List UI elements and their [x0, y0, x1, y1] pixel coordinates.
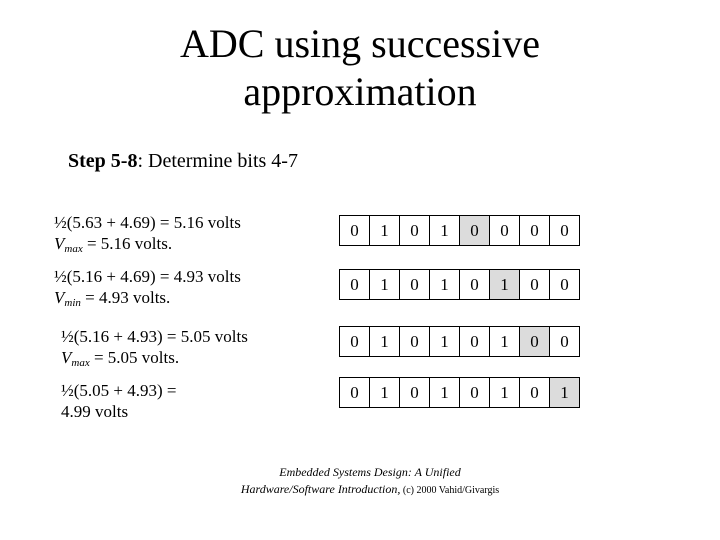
- title-line-2: approximation: [243, 69, 477, 114]
- bit-cell: 0: [340, 327, 370, 357]
- slide-footer: [0, 464, 720, 499]
- bit-cell: 0: [520, 378, 550, 408]
- step-heading: [68, 150, 298, 173]
- bit-cell: 1: [430, 270, 460, 300]
- bit-cell: 0: [490, 216, 520, 246]
- bit-register-row-1: [339, 215, 580, 246]
- bit-cell: 1: [430, 378, 460, 408]
- step-description: : Determine bits 4-7: [137, 150, 298, 172]
- footer-line-1: Embedded Systems Design: A Unified: [279, 465, 461, 479]
- title-line-1: ADC using successive: [180, 21, 540, 66]
- bit-cell: 0: [460, 327, 490, 357]
- bit-cell: 0: [520, 270, 550, 300]
- bit-cell: 0: [550, 327, 580, 357]
- bit-cell: 1: [430, 216, 460, 246]
- bit-register-row-3: [339, 326, 580, 357]
- bit-register-row-4: [339, 377, 580, 408]
- bit-cell: 1: [550, 378, 580, 408]
- equation-line-2: $V_{max} = 5.05$ volts.: [61, 348, 180, 369]
- equation-line-2: $V_{max} = 5.16$ volts.: [54, 234, 173, 255]
- bit-cell: 1: [370, 270, 400, 300]
- bit-cell: 1: [370, 378, 400, 408]
- bit-cell: 0: [400, 378, 430, 408]
- equation-row-4: [61, 380, 177, 428]
- bit-cell: 0: [400, 270, 430, 300]
- equation-line-2: 4.99 volts: [61, 402, 129, 421]
- bit-cell: 0: [340, 378, 370, 408]
- equation-row-1: [54, 212, 241, 260]
- bit-cell: 0: [550, 270, 580, 300]
- bit-row: [340, 216, 580, 246]
- footer-line-2: Hardware/Software Introduction, (c) 2000 Vahid/Givargis: [240, 482, 500, 496]
- equation-row-2: [54, 266, 241, 314]
- equation-row-3: [61, 326, 248, 374]
- equation-line-1: ½(5.16 + 4.93) = 5.05 volts: [61, 327, 248, 346]
- equation-line-1: ½(5.05 + 4.93) =: [61, 381, 177, 400]
- equation-line-2: $V_{min} = 4.93$ volts.: [54, 288, 171, 309]
- bit-cell: 0: [520, 216, 550, 246]
- bit-cell: 1: [490, 327, 520, 357]
- bit-row: [340, 327, 580, 357]
- bit-cell: 0: [400, 327, 430, 357]
- bit-cell: 0: [460, 378, 490, 408]
- slide-title: [0, 20, 720, 116]
- bit-cell: 0: [340, 270, 370, 300]
- bit-cell: 0: [550, 216, 580, 246]
- bit-cell: 0: [460, 270, 490, 300]
- bit-cell: 0: [340, 216, 370, 246]
- bit-cell: 1: [430, 327, 460, 357]
- equation-line-1: ½(5.63 + 4.69) = 5.16 volts: [54, 213, 241, 232]
- step-label: Step 5-8: [68, 150, 138, 172]
- bit-register-row-2: [339, 269, 580, 300]
- bit-row: [340, 378, 580, 408]
- bit-cell: 1: [370, 327, 400, 357]
- bit-cell: 0: [460, 216, 490, 246]
- bit-cell: 0: [400, 216, 430, 246]
- bit-cell: 0: [520, 327, 550, 357]
- equation-line-1: ½(5.16 + 4.69) = 4.93 volts: [54, 267, 241, 286]
- bit-row: [340, 270, 580, 300]
- bit-cell: 1: [490, 270, 520, 300]
- bit-cell: 1: [370, 216, 400, 246]
- bit-cell: 1: [490, 378, 520, 408]
